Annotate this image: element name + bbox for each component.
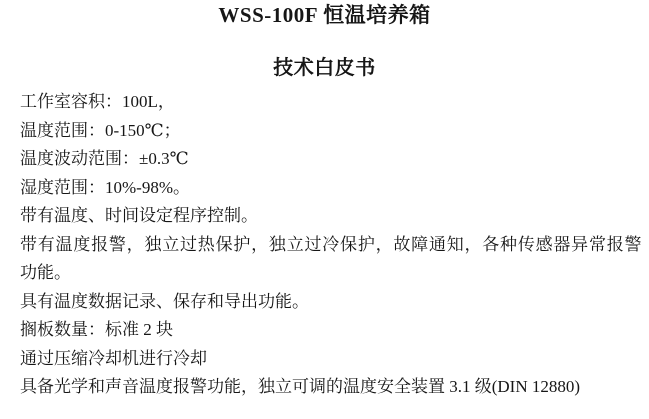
spec-line-alarm-protection: 带有温度报警，独立过热保护，独立过冷保护，故障通知，各种传感器异常报警: [20, 234, 643, 254]
document-title: WSS-100F 恒温培养箱: [218, 3, 431, 27]
document-body: [0, 88, 649, 402]
spec-line-humidity-range: 湿度范围：10%-98%。: [20, 177, 190, 197]
spec-line-alarm-protection-continued: 功能。: [20, 263, 71, 282]
spec-line-shelf-count: 搁板数量：标准 2 块: [20, 320, 173, 339]
spec-line-data-logging: 具有温度数据记录、保存和导出功能。: [20, 291, 309, 311]
spec-line-chamber-capacity: 工作室容积：100L，: [20, 92, 175, 111]
spec-line-program-control: 带有温度、时间设定程序控制。: [20, 206, 258, 225]
spec-line-compressor-cooling: 通过压缩冷却机进行冷却: [20, 348, 207, 368]
spec-line-safety-device: 具备光学和声音温度报警功能，独立可调的温度安全装置 3.1 级(DIN 12880): [20, 377, 581, 396]
spec-line-temperature-range: 温度范围：0-150℃；: [20, 120, 181, 140]
document-subtitle: 技术白皮书: [273, 57, 376, 79]
spec-line-temperature-fluctuation: 温度波动范围：±0.3℃: [20, 149, 189, 168]
